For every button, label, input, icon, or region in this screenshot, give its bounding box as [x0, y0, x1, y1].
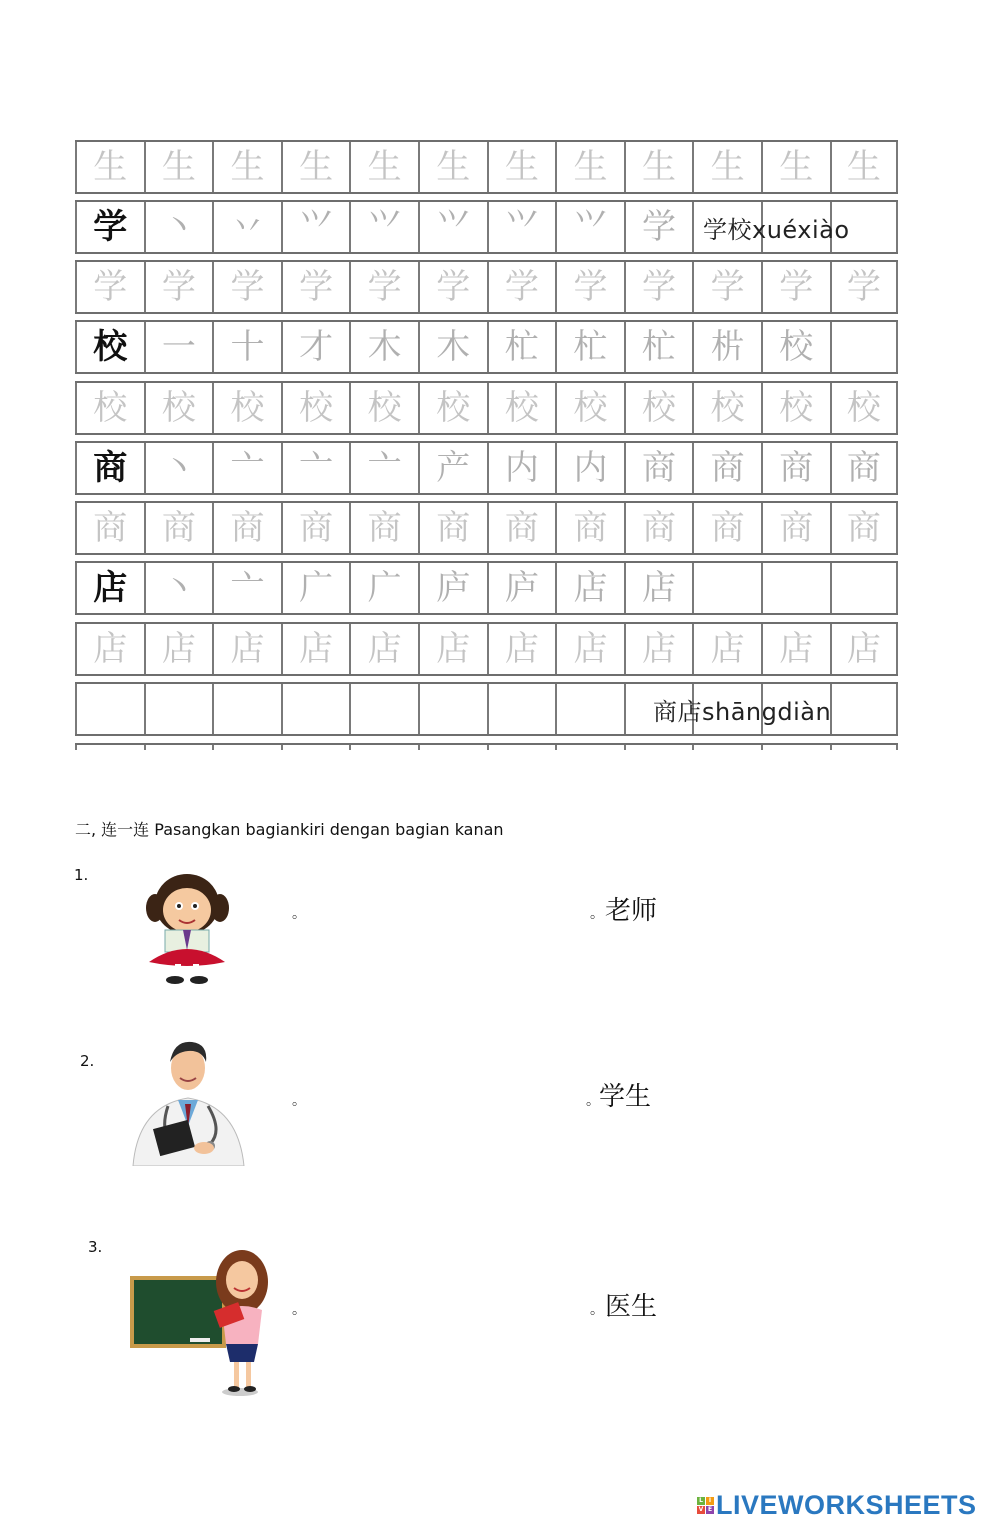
logo-mark-letter: V [698, 1506, 704, 1513]
grid-blank-cell[interactable] [487, 684, 556, 734]
grid-trace-cell: 店 [555, 624, 624, 674]
grid-stroke-cell: 亠 [212, 443, 281, 493]
grid-trace-cell: 学 [692, 262, 761, 312]
grid-stroke-cell: 亠 [212, 563, 281, 613]
writing-practice-grid [75, 140, 898, 750]
left-match-dot[interactable]: 。 [292, 1093, 306, 1109]
grid-trace-cell: 校 [830, 383, 898, 433]
grid-trace-cell: 生 [830, 142, 898, 192]
grid-trace-cell: 学 [555, 262, 624, 312]
grid-blank-cell[interactable] [555, 745, 624, 750]
grid-trace-cell: 商 [418, 503, 487, 553]
grid-stroke-cell: 𭕄 [555, 202, 624, 252]
grid-row [75, 441, 898, 495]
grid-stroke-cell: 杧 [624, 322, 693, 372]
section-instruction: 二, 连一连 Pasangkan bagiankiri dengan bagian kanan [75, 820, 504, 839]
grid-stroke-cell: 店 [555, 563, 624, 613]
right-match-dot[interactable]: 。 [586, 1093, 600, 1109]
skirt-shape [149, 949, 225, 966]
grid-trace-cell: 店 [349, 624, 418, 674]
face-shape [163, 888, 211, 932]
grid-stroke-cell: 㭊 [692, 322, 761, 372]
grid-stroke-cell: 木 [349, 322, 418, 372]
grid-stroke-cell: 校 [761, 322, 830, 372]
grid-trace-cell: 校 [75, 383, 144, 433]
grid-stroke-cell [761, 563, 830, 613]
grid-row [75, 743, 898, 750]
grid-stroke-cell: 丷 [212, 202, 281, 252]
grid-trace-cell: 店 [624, 624, 693, 674]
grid-blank-cell[interactable] [692, 745, 761, 750]
grid-stroke-cell: ⺍ [349, 202, 418, 252]
grid-blank-cell[interactable] [281, 684, 350, 734]
grid-trace-cell: 商 [281, 503, 350, 553]
grid-trace-cell: 校 [487, 383, 556, 433]
grid-blank-cell[interactable] [830, 745, 898, 750]
grid-stroke-cell: 内 [555, 443, 624, 493]
grid-stroke-cell: ⺍ [281, 202, 350, 252]
grid-trace-cell: 商 [349, 503, 418, 553]
grid-trace-cell: 店 [692, 624, 761, 674]
grid-trace-cell: 店 [75, 624, 144, 674]
grid-trace-cell: 店 [144, 624, 213, 674]
grid-trace-cell: 学 [418, 262, 487, 312]
answer-word: 学生 [599, 1082, 652, 1112]
grid-trace-cell: 学 [830, 262, 898, 312]
grid-blank-cell[interactable] [75, 684, 144, 734]
grid-trace-cell: 生 [692, 142, 761, 192]
skirt-shape [226, 1344, 258, 1362]
pinyin-label: 学校xuéxiào [703, 216, 850, 244]
blackboard-shape [134, 1280, 222, 1344]
item-number: 2. [80, 1052, 95, 1070]
grid-head-character: 校 [75, 322, 144, 372]
grid-blank-cell[interactable] [418, 684, 487, 734]
grid-row [75, 501, 898, 555]
grid-trace-cell: 店 [281, 624, 350, 674]
grid-trace-cell: 校 [212, 383, 281, 433]
grid-trace-cell: 学 [144, 262, 213, 312]
grid-trace-cell: 店 [761, 624, 830, 674]
grid-blank-cell[interactable] [418, 745, 487, 750]
right-match-dot[interactable]: 。 [590, 906, 604, 922]
grid-stroke-cell: 亠 [349, 443, 418, 493]
grid-stroke-cell: 丶 [144, 563, 213, 613]
grid-trace-cell: 商 [212, 503, 281, 553]
pinyin-label: 商店shāngdiàn [653, 698, 832, 726]
grid-head-character: 学 [75, 202, 144, 252]
grid-blank-cell[interactable] [75, 745, 144, 750]
grid-stroke-cell: 杧 [487, 322, 556, 372]
grid-row [75, 561, 898, 615]
grid-trace-cell: 生 [418, 142, 487, 192]
grid-trace-cell: 店 [487, 624, 556, 674]
grid-stroke-cell: 内 [487, 443, 556, 493]
grid-trace-cell: 商 [75, 503, 144, 553]
grid-trace-cell: 店 [418, 624, 487, 674]
grid-stroke-cell: 商 [830, 443, 898, 493]
grid-trace-cell: 校 [761, 383, 830, 433]
grid-blank-cell[interactable] [144, 745, 213, 750]
grid-blank-cell[interactable] [144, 684, 213, 734]
grid-trace-cell: 生 [75, 142, 144, 192]
grid-stroke-cell: 一 [144, 322, 213, 372]
grid-trace-cell: 商 [761, 503, 830, 553]
grid-stroke-cell: 产 [418, 443, 487, 493]
grid-trace-cell: 生 [624, 142, 693, 192]
doctor-image [128, 1036, 248, 1166]
grid-trace-cell: 生 [555, 142, 624, 192]
grid-stroke-cell: 店 [624, 563, 693, 613]
answer-word: 医生 [605, 1292, 658, 1322]
grid-blank-cell[interactable] [555, 684, 624, 734]
grid-stroke-cell: 亠 [281, 443, 350, 493]
grid-stroke-cell [830, 563, 898, 613]
grid-blank-cell[interactable] [212, 745, 281, 750]
grid-blank-cell[interactable] [487, 745, 556, 750]
liveworksheets-logo[interactable] [697, 1490, 977, 1521]
logo-mark-icon [697, 1497, 714, 1514]
grid-trace-cell: 商 [624, 503, 693, 553]
right-match-dot[interactable]: 。 [590, 1302, 604, 1318]
grid-trace-cell: 生 [349, 142, 418, 192]
grid-trace-cell: 校 [418, 383, 487, 433]
grid-blank-cell[interactable] [212, 684, 281, 734]
grid-trace-cell: 学 [212, 262, 281, 312]
grid-stroke-cell: 丶 [144, 202, 213, 252]
left-match-dot[interactable]: 。 [292, 906, 306, 922]
grid-blank-cell[interactable] [349, 684, 418, 734]
grid-trace-cell: 校 [281, 383, 350, 433]
grid-stroke-cell: 庐 [487, 563, 556, 613]
grid-trace-cell: 商 [487, 503, 556, 553]
grid-stroke-cell: ⺍ [418, 202, 487, 252]
logo-mark-letter: I [706, 1497, 714, 1505]
grid-stroke-cell: 庐 [418, 563, 487, 613]
grid-row [75, 320, 898, 374]
logo-text: LIVEWORKSHEETS [716, 1490, 977, 1520]
item-number: 1. [74, 866, 89, 884]
grid-row [75, 140, 898, 194]
grid-row [75, 381, 898, 435]
grid-stroke-cell: 杧 [555, 322, 624, 372]
grid-stroke-cell: 才 [281, 322, 350, 372]
grid-trace-cell: 商 [830, 503, 898, 553]
grid-stroke-cell: 木 [418, 322, 487, 372]
grid-row [75, 622, 898, 676]
grid-trace-cell: 商 [555, 503, 624, 553]
student-girl-image [135, 866, 235, 986]
grid-trace-cell: 学 [761, 262, 830, 312]
grid-stroke-cell: 十 [212, 322, 281, 372]
grid-stroke-cell: 商 [692, 443, 761, 493]
grid-stroke-cell: 丶 [144, 443, 213, 493]
logo-mark-letter: L [697, 1497, 705, 1505]
grid-trace-cell: 学 [75, 262, 144, 312]
grid-trace-cell: 学 [487, 262, 556, 312]
grid-stroke-cell: 广 [349, 563, 418, 613]
grid-trace-cell: 校 [624, 383, 693, 433]
grid-trace-cell: 商 [692, 503, 761, 553]
grid-blank-cell[interactable] [830, 684, 898, 734]
teacher-image [130, 1248, 275, 1398]
grid-stroke-cell [830, 322, 898, 372]
grid-stroke-cell [692, 563, 761, 613]
grid-trace-cell: 店 [830, 624, 898, 674]
left-match-dot[interactable]: 。 [292, 1302, 306, 1318]
grid-trace-cell: 生 [281, 142, 350, 192]
grid-trace-cell: 学 [349, 262, 418, 312]
grid-blank-cell[interactable] [624, 745, 693, 750]
grid-trace-cell: 学 [624, 262, 693, 312]
grid-stroke-cell: ⺍ [487, 202, 556, 252]
grid-trace-cell: 校 [349, 383, 418, 433]
grid-stroke-cell: 广 [281, 563, 350, 613]
grid-stroke-cell: 学 [624, 202, 693, 252]
grid-trace-cell: 校 [692, 383, 761, 433]
grid-trace-cell: 校 [144, 383, 213, 433]
grid-trace-cell: 商 [144, 503, 213, 553]
grid-trace-cell: 店 [212, 624, 281, 674]
grid-trace-cell: 校 [555, 383, 624, 433]
grid-stroke-cell: 商 [624, 443, 693, 493]
grid-stroke-cell: 商 [761, 443, 830, 493]
grid-blank-cell[interactable] [761, 745, 830, 750]
grid-head-character: 商 [75, 443, 144, 493]
grid-trace-cell: 生 [761, 142, 830, 192]
grid-blank-cell[interactable] [281, 745, 350, 750]
grid-blank-cell[interactable] [349, 745, 418, 750]
grid-trace-cell: 学 [281, 262, 350, 312]
grid-trace-cell: 生 [144, 142, 213, 192]
face-shape [226, 1261, 258, 1299]
item-number: 3. [88, 1238, 103, 1256]
grid-trace-cell: 生 [487, 142, 556, 192]
grid-head-character: 店 [75, 563, 144, 613]
grid-trace-cell: 生 [212, 142, 281, 192]
logo-mark-letter: E [707, 1506, 713, 1513]
answer-word: 老师 [605, 896, 658, 926]
grid-row [75, 260, 898, 314]
